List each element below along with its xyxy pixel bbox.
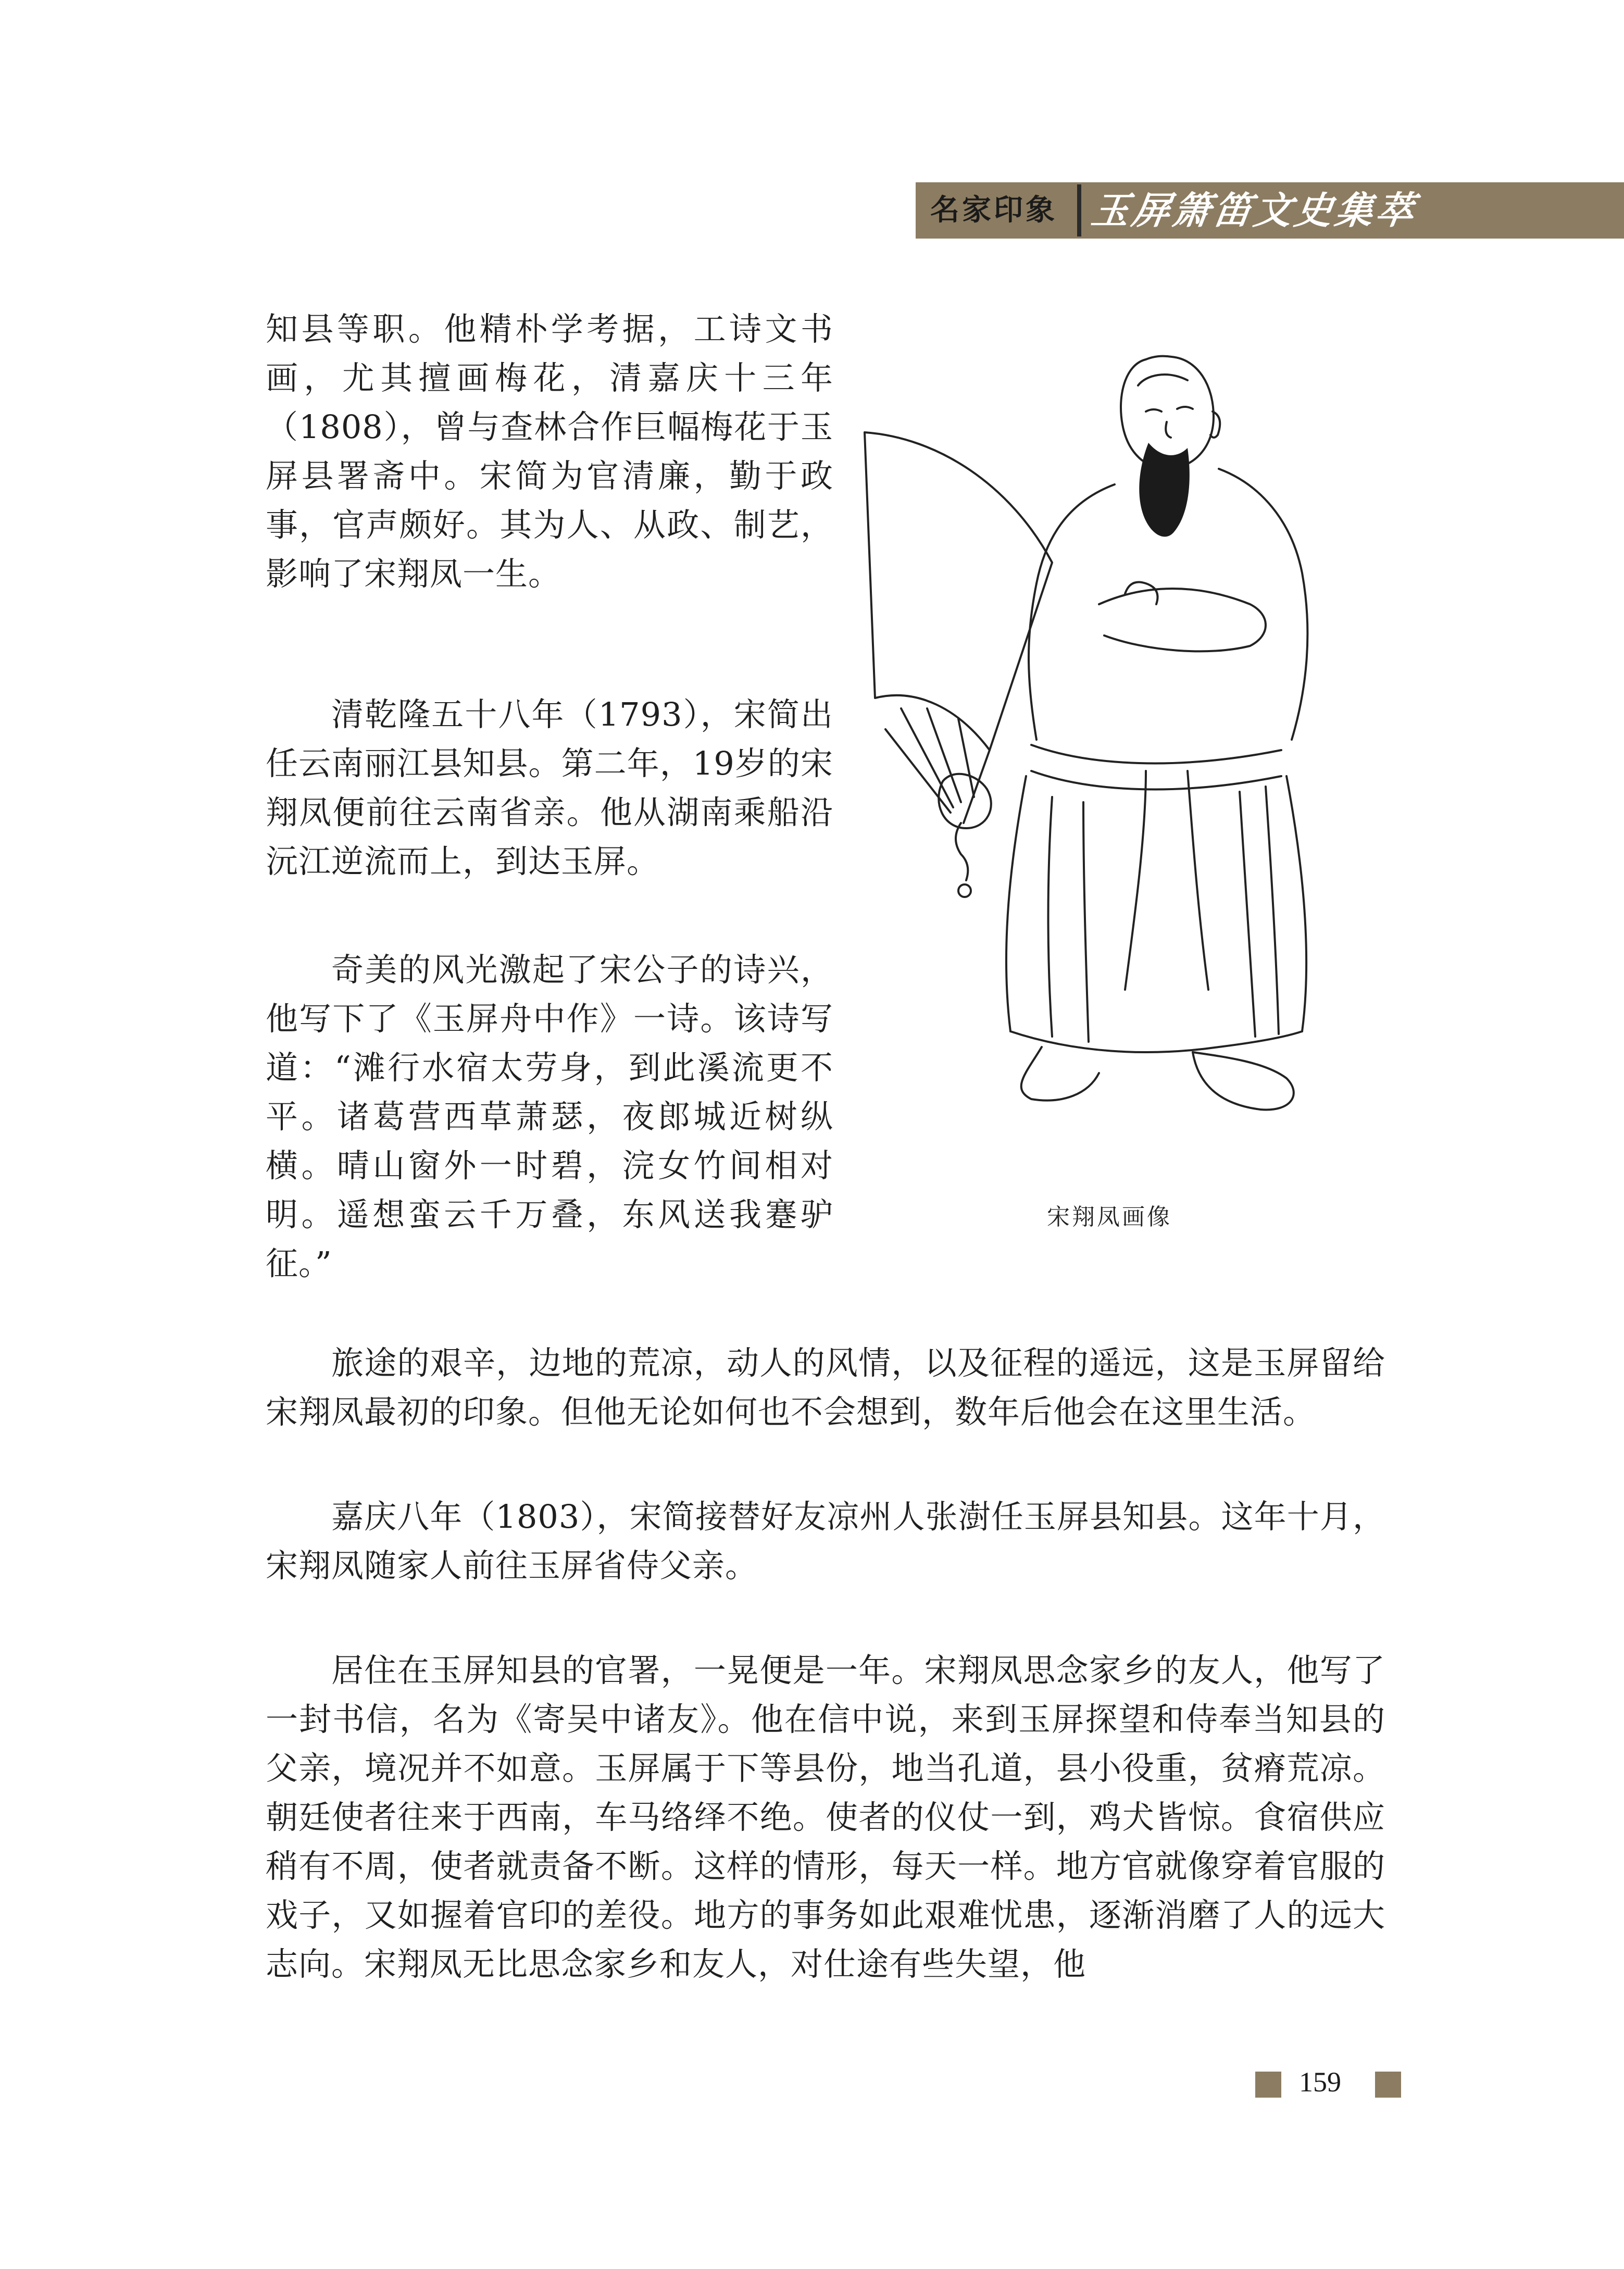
folio-marker-right — [1375, 2072, 1401, 2098]
paragraph-6: 居住在玉屏知县的官署，一晃便是一年。宋翔凤思念家乡的友人，他写了一封书信，名为《寄吴中诸友》。他在信中说，来到玉屏探望和侍奉当知县的父亲，境况并不如意。玉屏属于下等县份，地当孔道，县小役重，贫瘠荒凉。朝廷使者往来于西南，车马络绎不绝。使者的仪仗一到，鸡犬皆惊。食宿供应稍有不周，使者就责备不断。这样的情形，每天一样。地方官就像穿着官服的戏子，又如握着官印的差役。地方的事务如此艰难忧患，逐渐消磨了人的远大志向。宋翔凤无比思念家乡和友人，对仕途有些失望，他 — [266, 1651, 1385, 1983]
paragraph-3 — [266, 945, 833, 1288]
page-number: 159 — [1299, 2066, 1341, 2098]
paragraph-4: 旅途的艰辛，边地的荒凉，动人的风情，以及征程的遥远，这是玉屏留给宋翔凤最初的印象。但他无论如何也不会想到，数年后他会在这里生活。 — [266, 1344, 1385, 1431]
folio-marker-left — [1255, 2072, 1281, 2098]
section-label: 名家印象 — [930, 193, 1057, 227]
series-title: 玉屏箫笛文史集萃 — [1089, 188, 1420, 232]
paragraph-5: 嘉庆八年（1803），宋简接替好友凉州人张澍任玉屏县知县。这年十月，宋翔凤随家人前往玉屏省侍父亲。 — [266, 1498, 1385, 1585]
portrait-illustration — [854, 313, 1375, 1146]
header-separator — [1077, 184, 1081, 236]
paragraph-1: 知县等职。他精朴学考据，工诗文书画，尤其擅画梅花，清嘉庆十三年（1808），曾与查林合作巨幅梅花于玉屏县署斋中。宋简为官清廉，勤于政事，官声颇好。其为人、从政、制艺，影响了宋翔凤一生。 — [266, 310, 833, 593]
figure-caption: 宋翔凤画像 — [1047, 1204, 1172, 1230]
paragraph-3-text: 奇美的风光激起了宋公子的诗兴，他写下了《玉屏舟中作》一诗。该诗写道：“滩行水宿太劳身，到此溪流更不平。诸葛营西草萧瑟，夜郎城近树纵横。晴山窗外一时碧，浣女竹间相对明。遥想蛮云千万叠，东风送我蹇驴征。” — [266, 951, 833, 1282]
paragraph-2: 清乾隆五十八年（1793），宋简出任云南丽江县知县。第二年，19岁的宋翔凤便前往云南省亲。他从湖南乘船沿沅江逆流而上，到达玉屏。 — [266, 695, 833, 880]
header-divider — [906, 182, 916, 239]
